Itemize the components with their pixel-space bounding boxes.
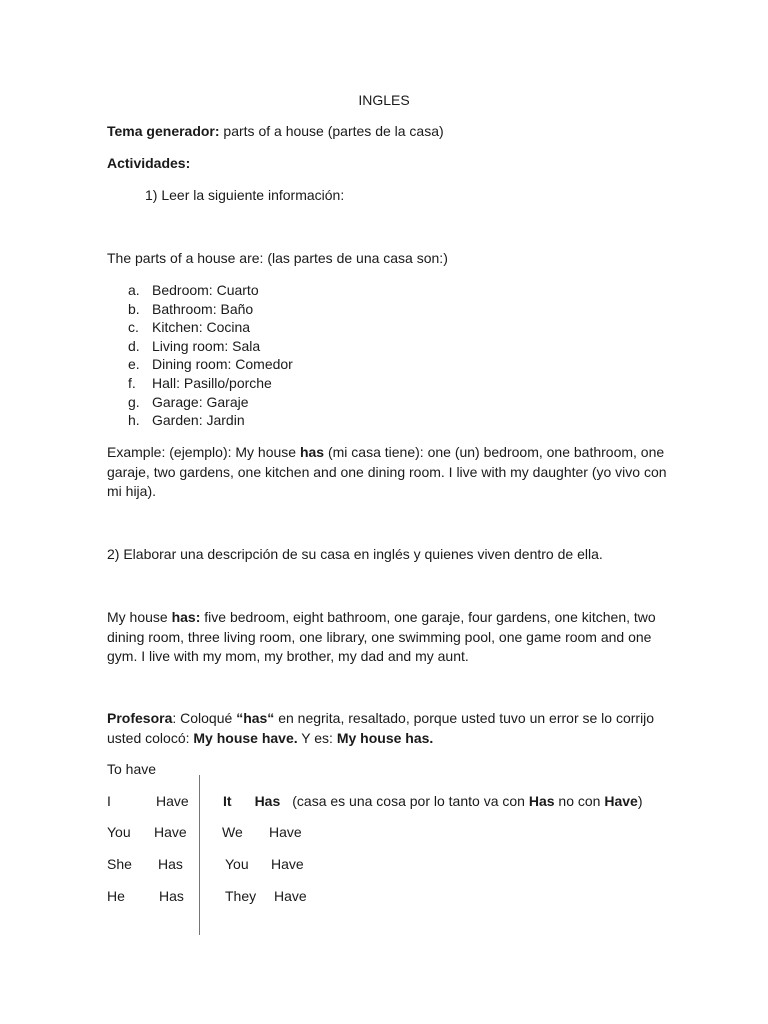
it-has-row — [223, 792, 643, 811]
pronoun-she: She — [107, 856, 132, 872]
column-divider — [199, 775, 200, 935]
pronoun-i: I — [107, 793, 111, 809]
teacher-note: Profesora: Coloqué “has“ en negrita, resaltado, porque usted tuvo un error se lo corrijo usted colocó: My house have. Y es: My house has. — [107, 710, 655, 746]
step-1: 1) Leer la siguiente información: — [145, 187, 345, 203]
example-paragraph: Example: (ejemplo): My house has (mi casa tiene): one (un) bedroom, one bathroom, one garaje, two gardens, one kitchen and one dining room. I live with my daughter (yo vivo con mi hija). — [107, 444, 667, 499]
verb-she: Has — [158, 856, 183, 872]
verb-we: Have — [269, 824, 302, 840]
list-item: f. Hall: Pasillo/porche — [128, 374, 272, 391]
to-have-heading: To have — [107, 761, 157, 777]
list-item: d. Living room: Sala — [128, 337, 261, 354]
verb-i: Have — [156, 793, 189, 809]
verb-they: Have — [274, 888, 307, 904]
list-item: c. Kitchen: Cocina — [128, 319, 251, 336]
topic-text: parts of a house (partes de la casa) — [219, 123, 444, 139]
pronoun-they: They — [225, 888, 257, 904]
verb-you-plural: Have — [271, 856, 304, 872]
topic-label: Tema generador: — [107, 123, 220, 139]
pronoun-we: We — [222, 824, 243, 840]
pronoun-you-plural: You — [225, 856, 249, 872]
pronoun-you: You — [107, 824, 131, 840]
step-2: 2) Elaborar una descripción de su casa en inglés y quienes viven dentro de ella. — [107, 546, 603, 562]
pronoun-he: He — [107, 888, 125, 904]
verb-you: Have — [154, 824, 187, 840]
verb-he: Has — [159, 888, 184, 904]
list-item: h. Garden: Jardin — [128, 412, 245, 429]
topic-line — [107, 122, 667, 141]
pronoun-it: It — [223, 793, 232, 809]
list-item: a. Bedroom: Cuarto — [128, 282, 259, 298]
parts-intro: The parts of a house are: (las partes de una casa son:) — [107, 250, 448, 266]
activities-heading: Actividades: — [107, 155, 191, 171]
list-item: e. Dining room: Comedor — [128, 356, 293, 373]
list-item: g. Garage: Garaje — [128, 393, 249, 410]
verb-it: Has — [254, 793, 281, 809]
list-item: b. Bathroom: Baño — [128, 300, 254, 317]
answer-paragraph: My house has: five bedroom, eight bathroom, one garaje, four gardens, one kitchen, two dining room, three living room, one library, one swimming pool, one game room and one gym. I live with my mom, my brother, my dad and my aunt. — [107, 609, 656, 664]
it-note: (casa es una cosa por lo tanto va con Has no con Have) — [292, 793, 643, 809]
document-title: INGLES — [358, 92, 410, 108]
parts-list — [128, 281, 293, 430]
